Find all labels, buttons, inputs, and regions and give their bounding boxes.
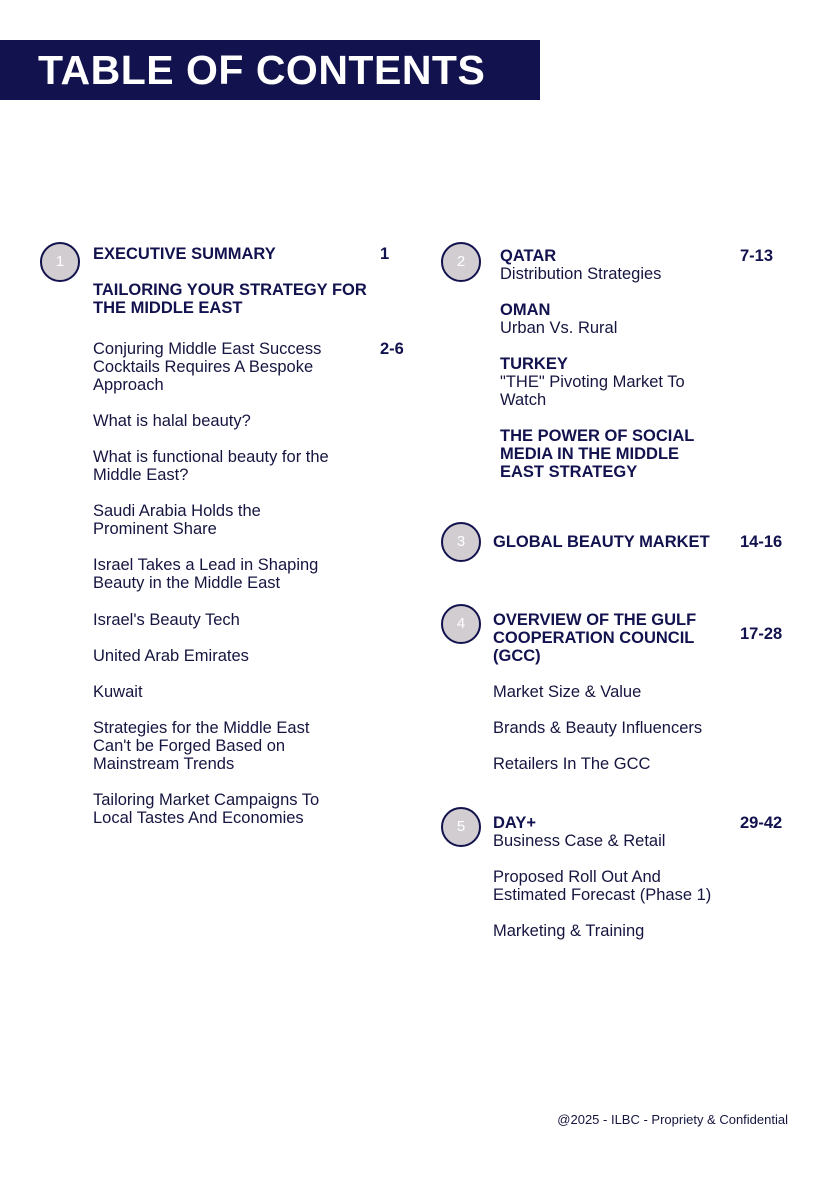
toc-heading-gcc[interactable]: OVERVIEW OF THE GULF COOPERATION COUNCIL (GCC) <box>493 611 697 665</box>
toc-heading-global-beauty-market[interactable]: GLOBAL BEAUTY MARKET <box>493 533 710 551</box>
toc-item[interactable]: Brands & Beauty Influencers <box>493 719 703 737</box>
toc-heading-day-plus: DAY+ <box>493 814 536 832</box>
toc-heading-executive-summary[interactable]: EXECUTIVE SUMMARY <box>93 245 276 263</box>
toc-heading-social-media[interactable]: THE POWER OF SOCIAL MEDIA IN THE MIDDLE EAST STRATEGY <box>500 427 695 481</box>
toc-item[interactable]: Marketing & Training <box>493 922 645 940</box>
section-number-5: 5 <box>441 807 481 847</box>
page-number-section-4: 17-28 <box>740 625 783 643</box>
toc-item[interactable]: Kuwait <box>93 683 143 701</box>
toc-heading-qatar: QATAR <box>500 247 557 265</box>
title-banner <box>0 40 540 100</box>
toc-item[interactable]: Tailoring Market Campaigns To Local Tastes And Economies <box>93 791 320 827</box>
footer-copyright: @2025 - ILBC - Propriety & Confidential <box>557 1112 788 1127</box>
page-number-section-3: 14-16 <box>740 533 783 551</box>
toc-item[interactable]: What is halal beauty? <box>93 412 251 430</box>
toc-item[interactable]: Proposed Roll Out And Estimated Forecast (Phase 1) <box>493 868 712 904</box>
page-number-section-5: 29-42 <box>740 814 783 832</box>
toc-heading-tailoring[interactable]: TAILORING YOUR STRATEGY FOR THE MIDDLE EAST <box>93 281 367 317</box>
toc-heading-turkey: TURKEY <box>500 355 568 373</box>
toc-item[interactable]: Strategies for the Middle East Can't be Forged Based on Mainstream Trends <box>93 719 310 773</box>
page-number-tailoring: 2-6 <box>380 340 404 358</box>
toc-subheading-oman: Urban Vs. Rural <box>500 319 618 337</box>
toc-item[interactable]: Market Size & Value <box>493 683 642 701</box>
toc-subheading-day-plus: Business Case & Retail <box>493 832 666 850</box>
section-number-1: 1 <box>40 242 80 282</box>
toc-subheading-qatar: Distribution Strategies <box>500 265 662 283</box>
section-number-4: 4 <box>441 604 481 644</box>
toc-subheading-turkey: "THE" Pivoting Market To Watch <box>500 373 685 409</box>
toc-item[interactable]: Israel's Beauty Tech <box>93 611 240 629</box>
toc-item[interactable]: Israel Takes a Lead in Shaping Beauty in the Middle East <box>93 556 319 592</box>
page-number-section-2: 7-13 <box>740 247 774 265</box>
toc-item[interactable]: What is functional beauty for the Middle East? <box>93 448 329 484</box>
section-number-2: 2 <box>441 242 481 282</box>
toc-item[interactable]: Retailers In The GCC <box>493 755 651 773</box>
toc-heading-oman: OMAN <box>500 301 551 319</box>
toc-item[interactable]: Conjuring Middle East Success Cocktails Requires A Bespoke Approach <box>93 340 322 394</box>
page-number-executive-summary: 1 <box>380 245 390 263</box>
toc-item[interactable]: Saudi Arabia Holds the Prominent Share <box>93 502 261 538</box>
section-number-3: 3 <box>441 522 481 562</box>
page-title: TABLE OF CONTENTS <box>38 47 486 93</box>
toc-item[interactable]: United Arab Emirates <box>93 647 249 665</box>
